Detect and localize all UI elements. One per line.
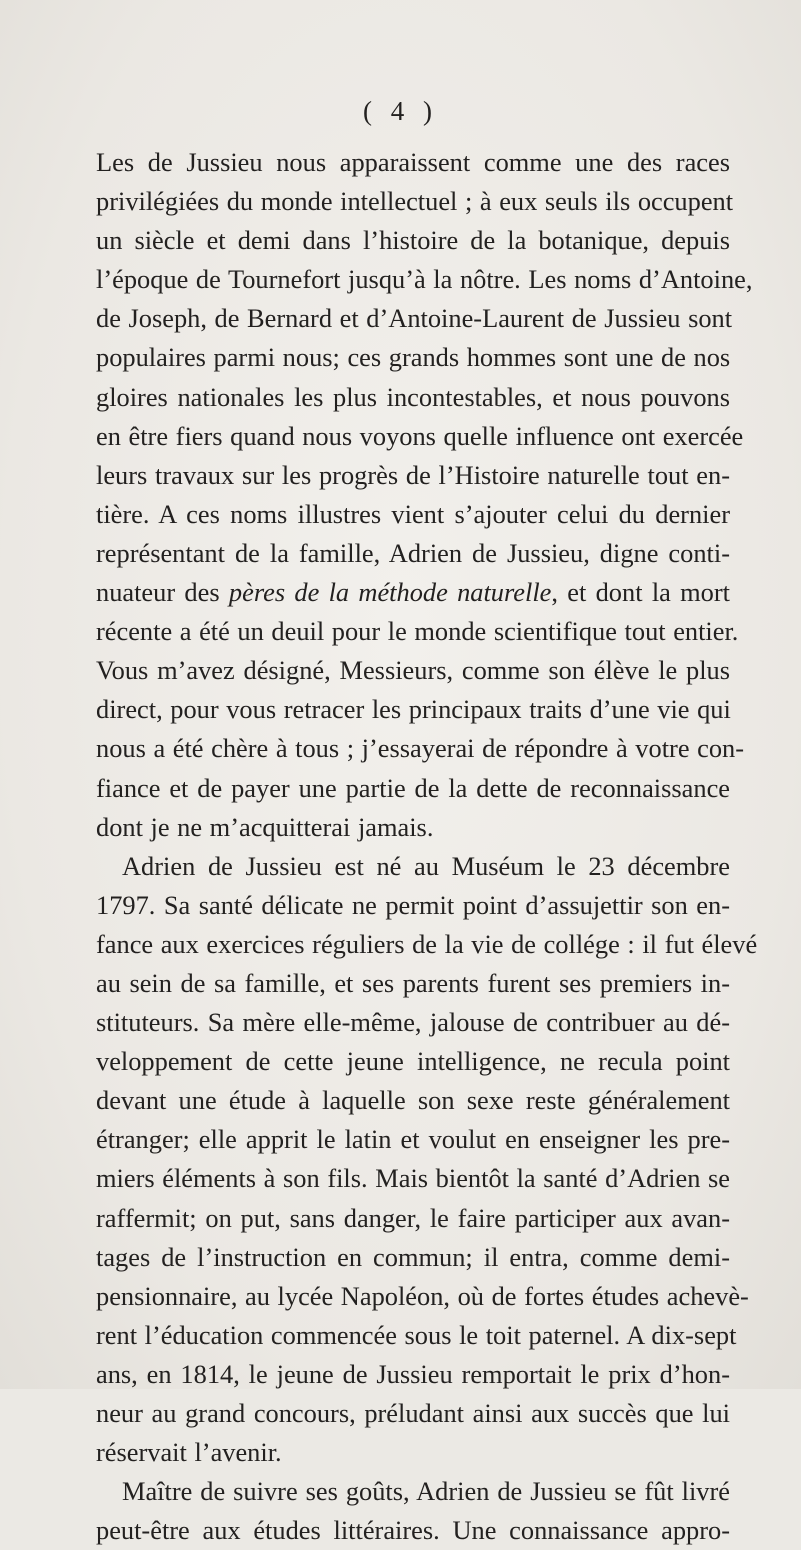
text-line-with-italic	[96, 573, 730, 612]
text-line: gloires nationales les plus incontestables, et nous pouvons	[96, 381, 730, 412]
text-line: peut-être aux études littéraires. Une connaissance appro-	[96, 1515, 730, 1546]
text-line: Maître de suivre ses goûts, Adrien de Jussieu se fût livré	[122, 1476, 730, 1507]
text-line: étranger; elle apprit le latin et voulut en enseigner les pre-	[96, 1124, 730, 1155]
text-line: fiance et de payer une partie de la dette de reconnaissance	[96, 772, 730, 803]
page-number: ( 4 )	[363, 96, 438, 126]
text-line: pensionnaire, au lycée Napoléon, où de fortes études achevè-	[96, 1280, 749, 1311]
paragraph-1	[96, 143, 753, 847]
paragraph-2	[96, 847, 758, 1473]
text-line: réservait l’avenir.	[96, 1437, 282, 1468]
text-line: l’époque de Tournefort jusqu’à la nôtre. Les noms d’Antoine,	[96, 264, 753, 295]
text-line: tages de l’instruction en commun; il entra, comme demi-	[96, 1241, 730, 1272]
text-line: Les de Jussieu nous apparaissent comme une des races	[96, 147, 730, 177]
text-line: nous a été chère à tous ; j’essayerai de répondre à votre con-	[96, 733, 745, 764]
text-line: rent l’éducation commencée sous le toit paternel. A dix-sept	[96, 1319, 737, 1350]
text-line: en être fiers quand nous voyons quelle influence ont exercée	[96, 420, 744, 451]
text-line: dont je ne m’acquitterai jamais.	[96, 811, 434, 842]
text-line: 1797. Sa santé délicate ne permit point d’assujettir son en-	[96, 889, 730, 920]
body-text	[96, 143, 758, 1550]
italic-title: pères de la méthode naturelle	[228, 577, 552, 608]
text-line: miers éléments à son fils. Mais bientôt la santé d’Adrien se	[96, 1163, 730, 1194]
text-line: neur au grand concours, préludant ainsi aux succès que lui	[96, 1398, 730, 1428]
text-line: ans, en 1814, le jeune de Jussieu remportait le prix d’hon-	[96, 1358, 730, 1389]
text-line: raffermit; on put, sans danger, le faire participer aux avan-	[96, 1202, 730, 1233]
text-line: représentant de la famille, Adrien de Jussieu, digne conti-	[96, 537, 730, 568]
text-line: un siècle et demi dans l’histoire de la botanique, depuis	[96, 225, 730, 256]
text-segment: , et dont la mort	[551, 577, 731, 608]
text-segment: nuateur des	[96, 577, 229, 608]
text-line: populaires parmi nous; ces grands hommes sont une de nos	[96, 342, 731, 373]
paragraph-3	[96, 1472, 730, 1550]
text-line: Vous m’avez désigné, Messieurs, comme son élève le plus	[96, 655, 730, 686]
text-line: de Joseph, de Bernard et d’Antoine-Laurent de Jussieu sont	[96, 303, 733, 334]
text-line: devant une étude à laquelle son sexe reste généralement	[96, 1085, 730, 1116]
text-line: direct, pour vous retracer les principaux traits d’une vie qui	[96, 694, 731, 725]
text-line: privilégiées du monde intellectuel ; à eux seuls ils occupent	[96, 186, 734, 217]
text-line: au sein de sa famille, et ses parents furent ses premiers in-	[96, 967, 730, 998]
text-line: Adrien de Jussieu est né au Muséum le 23 décembre	[122, 850, 730, 881]
text-line: tière. A ces noms illustres vient s’ajouter celui du dernier	[96, 498, 730, 529]
text-line: fance aux exercices réguliers de la vie de collége : il fut élevé	[96, 928, 758, 959]
text-line: veloppement de cette jeune intelligence, ne recula point	[96, 1046, 730, 1077]
text-line: stituteurs. Sa mère elle-même, jalouse de contribuer au dé-	[96, 1007, 730, 1038]
text-line: récente a été un deuil pour le monde scientifique tout entier.	[96, 616, 739, 647]
text-line: leurs travaux sur les progrès de l’Histoire naturelle tout en-	[96, 459, 730, 490]
